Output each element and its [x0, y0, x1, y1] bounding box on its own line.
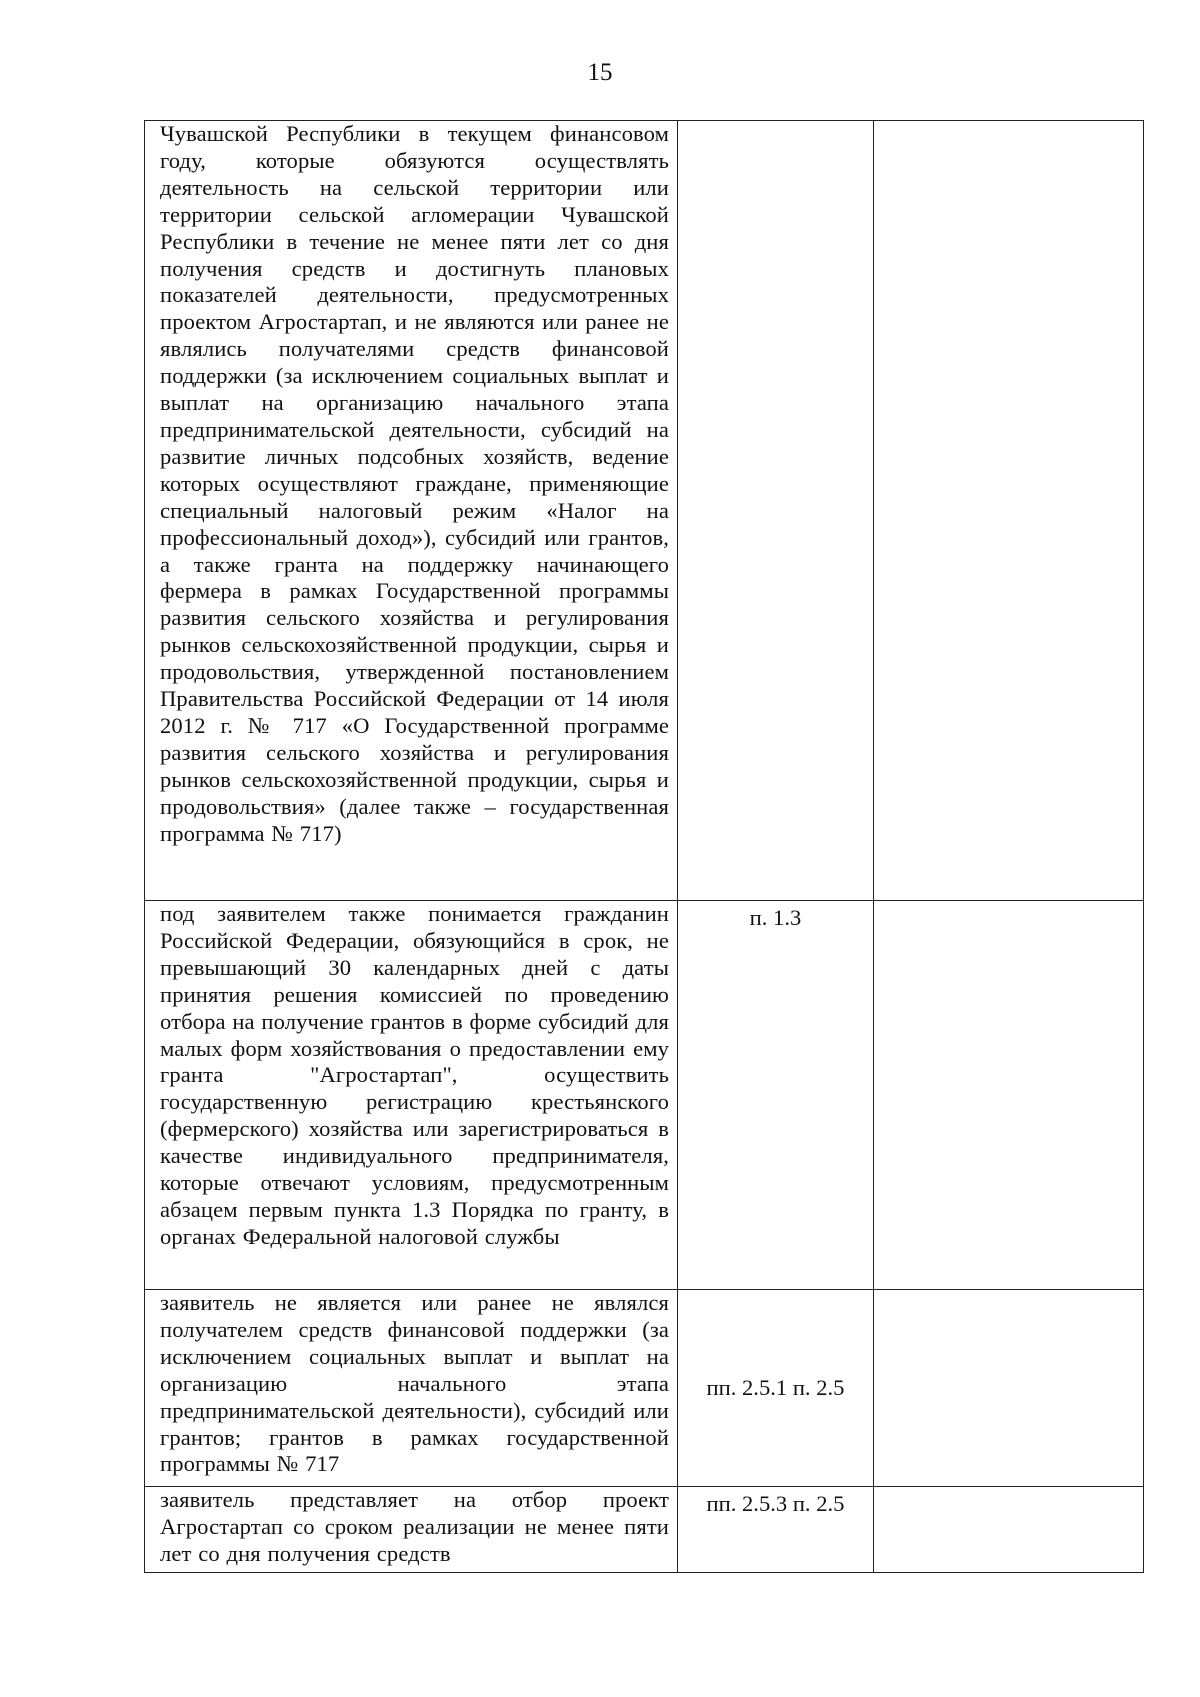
- note-cell: [874, 1487, 1144, 1573]
- requirement-text: заявитель представляет на отбор проект Агростартап со сроком реализации не менее пяти лет со дня получения средств: [160, 1487, 669, 1566]
- requirement-cell: [145, 901, 678, 1290]
- note-cell: [874, 901, 1144, 1290]
- reference-text: пп. 2.5.1 п. 2.5: [706, 1374, 845, 1400]
- requirements-table: [144, 120, 1144, 1573]
- requirement-cell: [145, 1487, 678, 1573]
- reference-cell: [678, 901, 874, 1290]
- requirement-text: под заявителем также понимается гражданин Российской Федерации, обязующийся в срок, не превышающий 30 календарных дней с даты принятия решения комиссией по проведению отбора на получение грантов в форме субсидий для малых форм хозяйствования о предоставлении ему гранта "Агростартап", осуществить государственную регистрацию крестьянского (фермерского) хозяйства или зарегистрироваться в качестве индивидуального предпринимателя, которые отвечают условиям, предусмотренным абзацем первым пункта 1.3 Порядка по гранту, в органах Федеральной налоговой службы: [160, 901, 670, 1249]
- reference-cell: [678, 121, 874, 901]
- table-row: [145, 1290, 1144, 1487]
- reference-cell: [678, 1290, 874, 1487]
- reference-text: [678, 121, 873, 125]
- requirement-cell: [145, 1290, 678, 1487]
- page-number: 15: [587, 59, 613, 86]
- note-cell: [874, 1290, 1144, 1487]
- table-row: [145, 121, 1144, 901]
- reference-text: п. 1.3: [749, 905, 802, 930]
- reference-text: пп. 2.5.3 п. 2.5: [706, 1491, 845, 1516]
- reference-cell: [678, 1487, 874, 1573]
- table-row: [145, 901, 1144, 1290]
- requirement-text: заявитель не является или ранее не являлся получателем средств финансовой поддержки (за исключением социальных выплат и выплат на организацию начального этапа предпринимательской деятельности), субсидий или грантов; грантов в рамках государственной программы № 717: [160, 1290, 669, 1477]
- note-cell: [874, 121, 1144, 901]
- requirement-text: Чувашской Республики в текущем финансовом году, которые обязуются осуществлять деятельность на сельской территории или территории сельской агломерации Чувашской Республики в течение не менее пяти лет со дня получения средств и достигнуть плановых показателей деятельности, предусмотренных проектом Агростартап, и не являются или ранее не являлись получателями средств финансовой поддержки (за исключением социальных выплат и выплат на организацию начального этапа предпринимательской деятельности, субсидий на развитие личных подсобных хозяйств, ведение которых осуществляют граждане, применяющие специальный налоговый режим «Налог на профессиональный доход»), субсидий или грантов, а также гранта на поддержку начинающего фермера в рамках Государственной программы развития сельского хозяйства и регулирования рынков сельскохозяйственной продукции, сырья и продовольствия, утвержденной постановлением Правительства Российской Федерации от 14 июля 2012 г. № 717 «О Государственной программе развития сельского хозяйства и регулирования рынков сельскохозяйственной продукции, сырья и продовольствия» (далее также – государственная программа № 717): [160, 121, 669, 846]
- table-row: [145, 1487, 1144, 1573]
- requirement-cell: [145, 121, 678, 901]
